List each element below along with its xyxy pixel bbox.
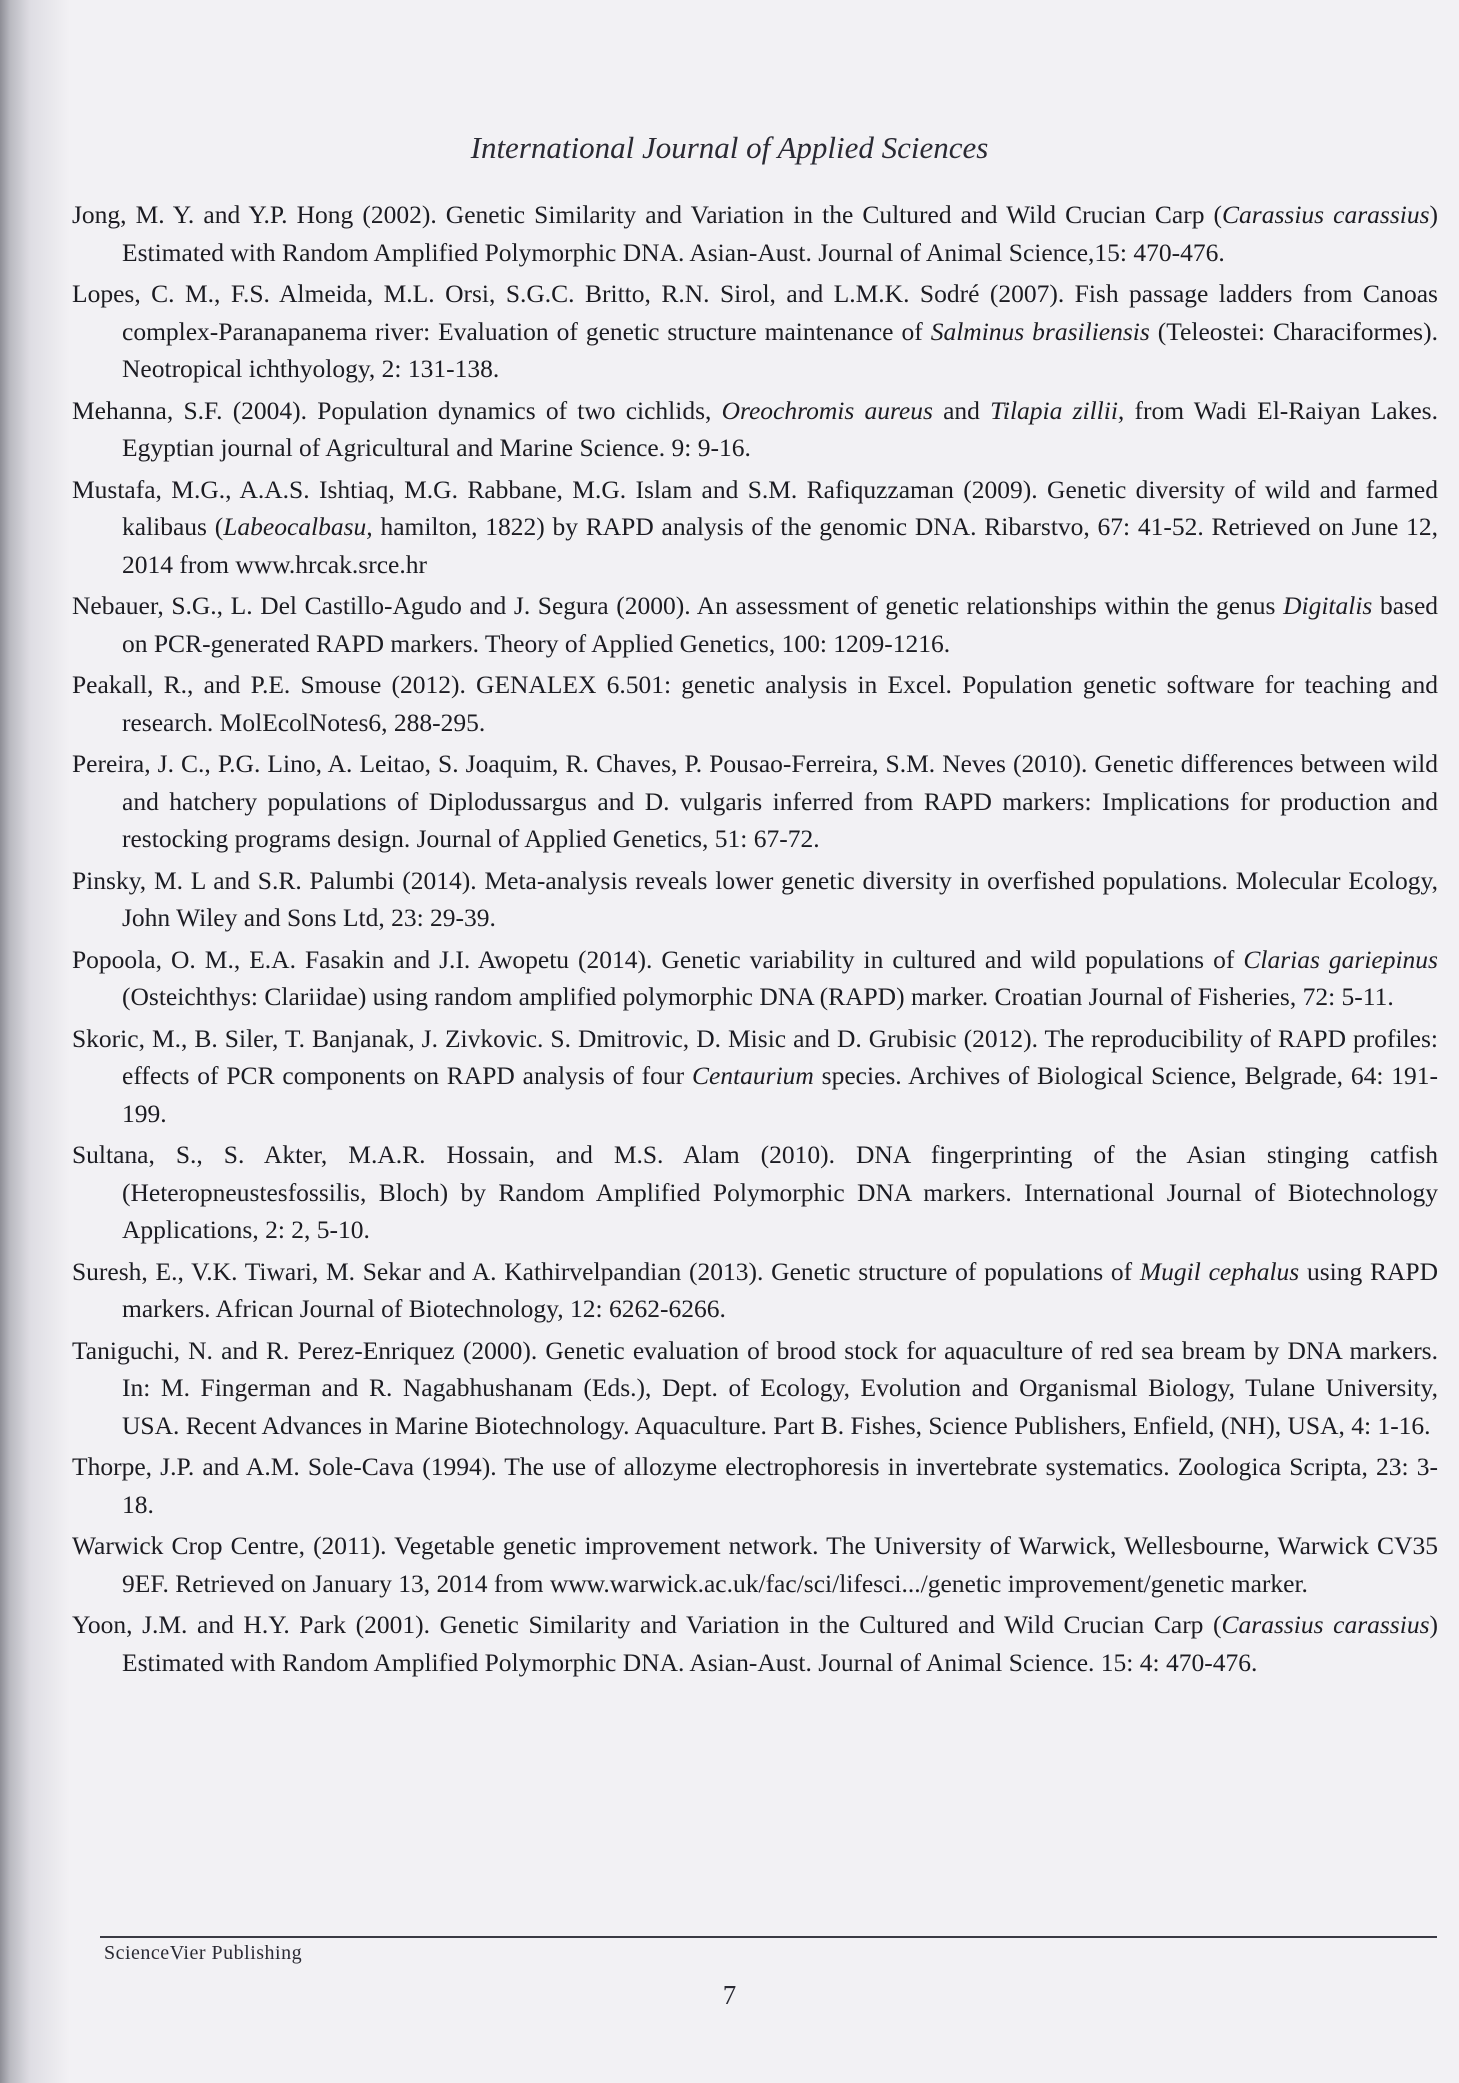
reference-text: species. Archives of Biological Science, Belgrade, 64: 191-199. — [122, 1061, 1438, 1128]
reference-text: (Teleostei: Characiformes). Neotropical ichthyology, 2: 131-138. — [122, 316, 1438, 383]
species-name: Mugil cephalus — [1139, 1256, 1300, 1286]
reference-text: (Osteichthys: Clariidae) using random amplified polymorphic DNA (RAPD) marker. Croatian Journal of Fisheries, 72: 5-11. — [122, 982, 1394, 1011]
species-name: Labeocalbasu, — [223, 512, 373, 541]
reference-item — [72, 471, 1438, 584]
reference-item — [72, 275, 1438, 388]
species-name: Tilapia zillii, — [990, 395, 1125, 425]
reference-item — [72, 1527, 1438, 1602]
reference-text: from Wadi El-Raiyan Lakes. Egyptian journal of Agricultural and Marine Science. 9: 9-16. — [122, 395, 1438, 462]
reference-text: Nebauer, S.G., L. Del Castillo-Agudo and J. Segura (2000). An assessment of genetic relationships within the genus — [72, 591, 1284, 620]
reference-text: Lopes, C. M., F.S. Almeida, M.L. Orsi, S.G.C. Britto, R.N. Sirol, and L.M.K. Sodré (2007). Fish passage ladders from Canoas complex-Paranapanema river: Evaluation of genetic structure maintenance of — [72, 279, 1438, 346]
footer-divider — [100, 1936, 1437, 1938]
reference-text: Sultana, S., S. Akter, M.A.R. Hossain, and M.S. Alam (2010). DNA fingerprinting of the Asian stinging catfish (Heteropneustesfossilis, Bloch) by Random Amplified Polymorphic DNA markers. International Journal of Biotechnology Applications, 2: 2, 5-10. — [72, 1140, 1438, 1244]
reference-item — [72, 1136, 1438, 1249]
reference-item — [72, 1332, 1438, 1445]
reference-text: Warwick Crop Centre, (2011). Vegetable genetic improvement network. The University of Warwick, Wellesbourne, Warwick CV35 9EF. Retrieved on January 13, 2014 from www.warwick.ac.uk/fac/sci/lifesci.../genetic improvement/genetic marker. — [72, 1531, 1438, 1598]
reference-text: Pereira, J. C., P.G. Lino, A. Leitao, S. Joaquim, R. Chaves, P. Pousao-Ferreira, S.M. Neves (2010). Genetic differences between wild and hatchery populations of Diplodussargus and D. vulgaris inferred from RAPD markers: Implications for production and restocking programs design. Journal of Applied Genetics, 51: 67-72. — [72, 749, 1438, 853]
reference-item — [72, 1448, 1438, 1523]
reference-text: based on PCR-generated RAPD markers. Theory of Applied Genetics, 100: 1209-1216. — [122, 591, 1439, 658]
reference-text: Skoric, M., B. Siler, T. Banjanak, J. Zivkovic. S. Dmitrovic, D. Misic and D. Grubisic (2012). The reproducibility of RAPD profiles: effects of PCR components on RAPD analysis of four — [72, 1023, 1438, 1090]
reference-list — [72, 196, 1438, 1685]
species-name: Carassius carassius — [1222, 200, 1430, 229]
reference-text: using RAPD markers. African Journal of Biotechnology, 12: 6262-6266. — [122, 1256, 1439, 1323]
reference-text: Jong, M. Y. and Y.P. Hong (2002). Genetic Similarity and Variation in the Cultured and Wild Crucian Carp ( — [72, 200, 1223, 229]
journal-title: International Journal of Applied Sciences — [470, 130, 989, 165]
reference-text: Popoola, O. M., E.A. Fasakin and J.I. Awopetu (2014). Genetic variability in cultured and wild populations of — [72, 944, 1244, 974]
reference-text: Suresh, E., V.K. Tiwari, M. Sekar and A. Kathirvelpandian (2013). Genetic structure of populations of — [72, 1256, 1140, 1286]
species-name: Salminus brasiliensis — [930, 316, 1150, 346]
reference-text: Taniguchi, N. and R. Perez-Enriquez (2000). Genetic evaluation of brood stock for aquaculture of red sea bream by DNA markers. In: M. Fingerman and R. Nagabhushanam (Eds.), Dept. of Ecology, Evolution and Organismal Biology, Tulane University, USA. Recent Advances in Marine Biotechnology. Aquaculture. Part B. Fishes, Science Publishers, Enfield, (NH), USA, 4: 1-16. — [72, 1335, 1438, 1440]
species-name: Oreochromis aureus — [721, 395, 933, 425]
reference-item — [72, 745, 1438, 858]
reference-text: Peakall, R., and P.E. Smouse (2012). GENALEX 6.501: genetic analysis in Excel. Population genetic software for teaching and research. MolEcolNotes6, 288-295. — [72, 670, 1438, 737]
reference-text: ) Estimated with Random Amplified Polymorphic DNA. Asian-Aust. Journal of Animal Science,15: 470-476. — [122, 200, 1439, 267]
reference-item — [72, 1020, 1438, 1133]
species-name: Digitalis — [1283, 591, 1373, 620]
species-name: Clarias gariepinus — [1243, 944, 1438, 974]
reference-text: Mustafa, M.G., A.A.S. Ishtiaq, M.G. Rabbane, M.G. Islam and S.M. Rafiquzzaman (2009). Genetic diversity of wild and farmed kalibaus ( — [72, 474, 1438, 541]
species-name: Centaurium — [692, 1061, 814, 1090]
reference-text: Pinsky, M. L and S.R. Palumbi (2014). Meta-analysis reveals lower genetic diversity in overfished populations. Molecular Ecology, John Wiley and Sons Ltd, 23: 29-39. — [72, 865, 1438, 932]
reference-item — [72, 196, 1438, 271]
reference-item — [72, 941, 1438, 1016]
reference-item — [72, 862, 1438, 937]
reference-text: Mehanna, S.F. (2004). Population dynamics of two cichlids, — [72, 395, 722, 425]
reference-item — [72, 1606, 1438, 1681]
reference-text: Thorpe, J.P. and A.M. Sole-Cava (1994). The use of allozyme electrophoresis in invertebrate systematics. Zoologica Scripta, 23: 3-18. — [72, 1452, 1438, 1519]
reference-text: ) Estimated with Random Amplified Polymorphic DNA. Asian-Aust. Journal of Animal Science. 15: 4: 470-476. — [122, 1610, 1438, 1677]
reference-item — [72, 392, 1438, 467]
page-number: 7 — [722, 1980, 737, 2010]
species-name: Carassius carassius — [1221, 1610, 1430, 1639]
reference-item — [72, 1253, 1438, 1328]
reference-text: hamilton, 1822) by RAPD analysis of the genomic DNA. Ribarstvo, 67: 41-52. Retrieved on June 12, 2014 from www.hrcak.srce.hr — [122, 512, 1438, 579]
publisher-name: ScienceVier Publishing — [104, 1942, 303, 1964]
reference-text: and — [932, 395, 991, 425]
reference-text: Yoon, J.M. and H.Y. Park (2001). Genetic Similarity and Variation in the Cultured and Wild Crucian Carp ( — [72, 1610, 1222, 1639]
reference-item — [72, 666, 1438, 741]
reference-item — [72, 587, 1438, 662]
